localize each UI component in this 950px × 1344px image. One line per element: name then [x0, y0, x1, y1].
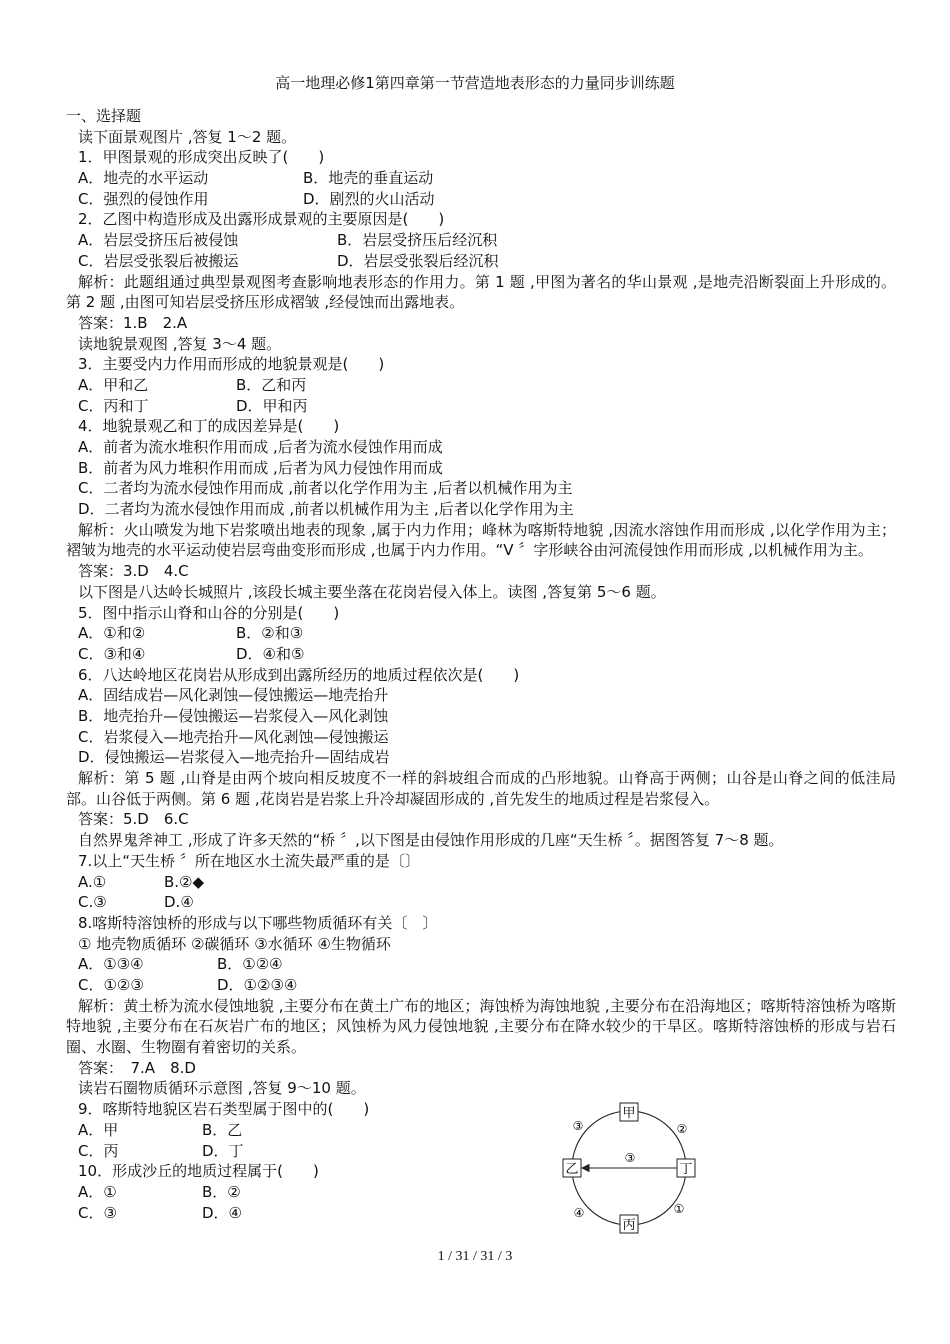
- option: C．③: [78, 1203, 117, 1222]
- answer-text: 答案： 7.A 8.D: [78, 1058, 196, 1077]
- options-row: [66, 892, 896, 913]
- option: D．①②③④: [217, 975, 298, 994]
- option: B．②和③: [236, 624, 304, 643]
- analysis-text: 解析：第 5 题 ,山脊是由两个坡向相反坡度不一样的斜坡组合而成的凸形地貌。山脊高于两侧；山谷是山脊之间的低洼局部。山谷低于两侧。第 6 题 ,花岗岩是岩浆上升冷却凝固形成的 ,首先发生的地质过程是岩浆侵入。: [66, 769, 896, 808]
- analysis-text: 解析：黄土桥为流水侵蚀地貌 ,主要分布在黄土广布的地区；海蚀桥为海蚀地貌 ,主要分布在沿海地区；喀斯特溶蚀桥为喀斯特地貌 ,主要分布在石灰岩广布的地区；风蚀桥为风力侵蚀地貌 ,主要分布在降水较少的干旱区。喀斯特溶蚀桥的形成与岩石圈、水圈、生物圈有着密切的关系。: [66, 996, 896, 1057]
- analysis-text: 解析：此题组通过典型景观图考查影响地表形态的作用力。第 1 题 ,甲图为著名的华山景观 ,是地壳沿断裂面上升形成的。第 2 题 ,由图可知岩层受挤压形成褶皱 ,经侵蚀而出露地表。: [66, 272, 896, 312]
- option: D．④: [202, 1203, 242, 1222]
- option: D.④: [164, 893, 194, 912]
- option: B．①②④: [217, 955, 283, 974]
- options-row: [66, 375, 896, 396]
- option: C．强烈的侵蚀作用: [78, 189, 209, 208]
- option: D．④和⑤: [236, 644, 305, 663]
- options-row: [66, 396, 896, 417]
- option: A．岩层受挤压后被侵蚀: [78, 231, 239, 250]
- num-1-bottomright: ①: [673, 1202, 685, 1216]
- question-5: 5．图中指示山脊和山谷的分别是( ): [78, 603, 340, 622]
- rock-cycle-diagram: [560, 1098, 710, 1238]
- option: B．地壳的垂直运动: [303, 169, 434, 188]
- option: D．岩层受张裂后经沉积: [337, 251, 499, 270]
- document-title: 高一地理必修1第四章第一节营造地表形态的力量同步训练题: [275, 74, 675, 92]
- option: D．丁: [202, 1141, 244, 1160]
- answer-text: 答案：3.D 4.C: [78, 562, 189, 581]
- option: C.③: [78, 893, 107, 912]
- option: A．固结成岩—风化剥蚀—侵蚀搬运—地壳抬升: [78, 686, 389, 705]
- options-row: [66, 1203, 896, 1224]
- options-row: [66, 954, 896, 975]
- num-4-bottomleft: ④: [573, 1206, 585, 1220]
- option: A．①③④: [78, 955, 144, 974]
- options-row: [66, 1141, 896, 1162]
- num-3-center: ③: [624, 1151, 636, 1165]
- group-intro: 自然界鬼斧神工 ,形成了许多天然的“桥 〞,以下图是由侵蚀作用形成的几座“天生桥 〞。据图答复 7～8 题。: [78, 831, 784, 850]
- group-intro: 读地貌景观图 ,答复 3～4 题。: [78, 334, 282, 353]
- option: D．甲和丙: [236, 396, 308, 415]
- option: D．二者均为流水侵蚀作用而成 ,前者以机械作用为主 ,后者以化学作用为主: [78, 500, 574, 519]
- options-row: [66, 251, 896, 272]
- question-6: 6．八达岭地区花岗岩从形成到出露所经历的地质过程依次是( ): [78, 665, 520, 684]
- option: C．③和④: [78, 644, 146, 663]
- option: C．岩浆侵入—地壳抬升—风化剥蚀—侵蚀搬运: [78, 727, 389, 746]
- options-row: [66, 230, 896, 251]
- option: C．岩层受张裂后被搬运: [78, 251, 239, 270]
- option: A．甲和乙: [78, 375, 149, 394]
- group-intro: 以下图是八达岭长城照片 ,该段长城主要坐落在花岗岩侵入体上。读图 ,答复第 5～6 题。: [78, 582, 666, 601]
- options-row: [66, 872, 896, 893]
- question-7: 7.以上“天生桥 〞所在地区水土流失最严重的是〔〕: [78, 851, 420, 870]
- option: C．①②③: [78, 975, 144, 994]
- option: C．丙: [78, 1141, 119, 1160]
- num-2-topright: ②: [676, 1122, 688, 1136]
- option: A.①: [78, 872, 107, 891]
- label-top: 甲: [622, 1106, 636, 1121]
- label-bottom: 丙: [622, 1218, 636, 1233]
- answer-text: 答案：5.D 6.C: [78, 810, 189, 829]
- option: A．①: [78, 1182, 117, 1201]
- group-intro: 读下面景观图片 ,答复 1～2 题。: [78, 127, 297, 146]
- question-3: 3．主要受内力作用而形成的地貌景观是( ): [78, 355, 385, 374]
- options-row: [66, 1182, 896, 1203]
- option: B．乙和丙: [236, 375, 307, 394]
- option: D．剧烈的火山活动: [303, 189, 435, 208]
- options-row: [66, 623, 896, 644]
- question-1: 1．甲图景观的形成突出反映了( ): [78, 148, 325, 167]
- question-2: 2．乙图中构造形成及出露形成景观的主要原因是( ): [78, 210, 445, 229]
- page-footer: 1 / 31 / 31 / 3: [437, 1249, 513, 1264]
- options-row: [66, 975, 896, 996]
- option: B．②: [202, 1182, 241, 1201]
- question-10: 10．形成沙丘的地质过程属于( ): [78, 1162, 319, 1181]
- document-body: [66, 106, 896, 1223]
- option: C．二者均为流水侵蚀作用而成 ,前者以化学作用为主 ,后者以机械作用为主: [78, 479, 573, 498]
- num-3-topleft: ③: [572, 1119, 584, 1133]
- option: D．侵蚀搬运—岩浆侵入—地壳抬升—固结成岩: [78, 748, 390, 767]
- option: B．前者为风力堆积作用而成 ,后者为风力侵蚀作用而成: [78, 458, 443, 477]
- label-right: 丁: [679, 1162, 693, 1177]
- question-9: 9．喀斯特地貌区岩石类型属于图中的( ): [78, 1100, 370, 1119]
- options-row: [66, 644, 896, 665]
- option: A．①和②: [78, 624, 146, 643]
- option: A．前者为流水堆积作用而成 ,后者为流水侵蚀作用而成: [78, 438, 443, 457]
- option: B.②◆: [164, 872, 205, 891]
- option: A．地壳的水平运动: [78, 169, 209, 188]
- group-intro: 读岩石圈物质循环示意图 ,答复 9～10 题。: [78, 1079, 366, 1098]
- label-left: 乙: [565, 1162, 579, 1177]
- options-row: [66, 189, 896, 210]
- options-row: [66, 168, 896, 189]
- answer-text: 答案：1.B 2.A: [78, 313, 188, 332]
- section-heading: 一、选择题: [66, 107, 142, 125]
- question-8: 8.喀斯特溶蚀桥的形成与以下哪些物质循环有关〔 〕: [78, 913, 438, 932]
- option: C．丙和丁: [78, 396, 149, 415]
- analysis-text: 解析：火山喷发为地下岩浆喷出地表的现象 ,属于内力作用；峰林为喀斯特地貌 ,因流水溶蚀作用而形成 ,以化学作用为主；褶皱为地壳的水平运动使岩层弯曲变形而形成 ,也属于内力作用。“V 〞字形峡谷由河流侵蚀作用而形成 ,以机械作用为主。: [66, 520, 896, 560]
- option: B．地壳抬升—侵蚀搬运—岩浆侵入—风化剥蚀: [78, 707, 389, 725]
- options-row: [66, 1120, 896, 1141]
- option: B．岩层受挤压后经沉积: [337, 231, 498, 250]
- option: A．甲: [78, 1120, 119, 1139]
- option: B．乙: [202, 1120, 243, 1139]
- cycle-options: ① 地壳物质循环 ②碳循环 ③水循环 ④生物循环: [78, 934, 391, 953]
- question-4: 4．地貌景观乙和丁的成因差异是( ): [78, 417, 340, 436]
